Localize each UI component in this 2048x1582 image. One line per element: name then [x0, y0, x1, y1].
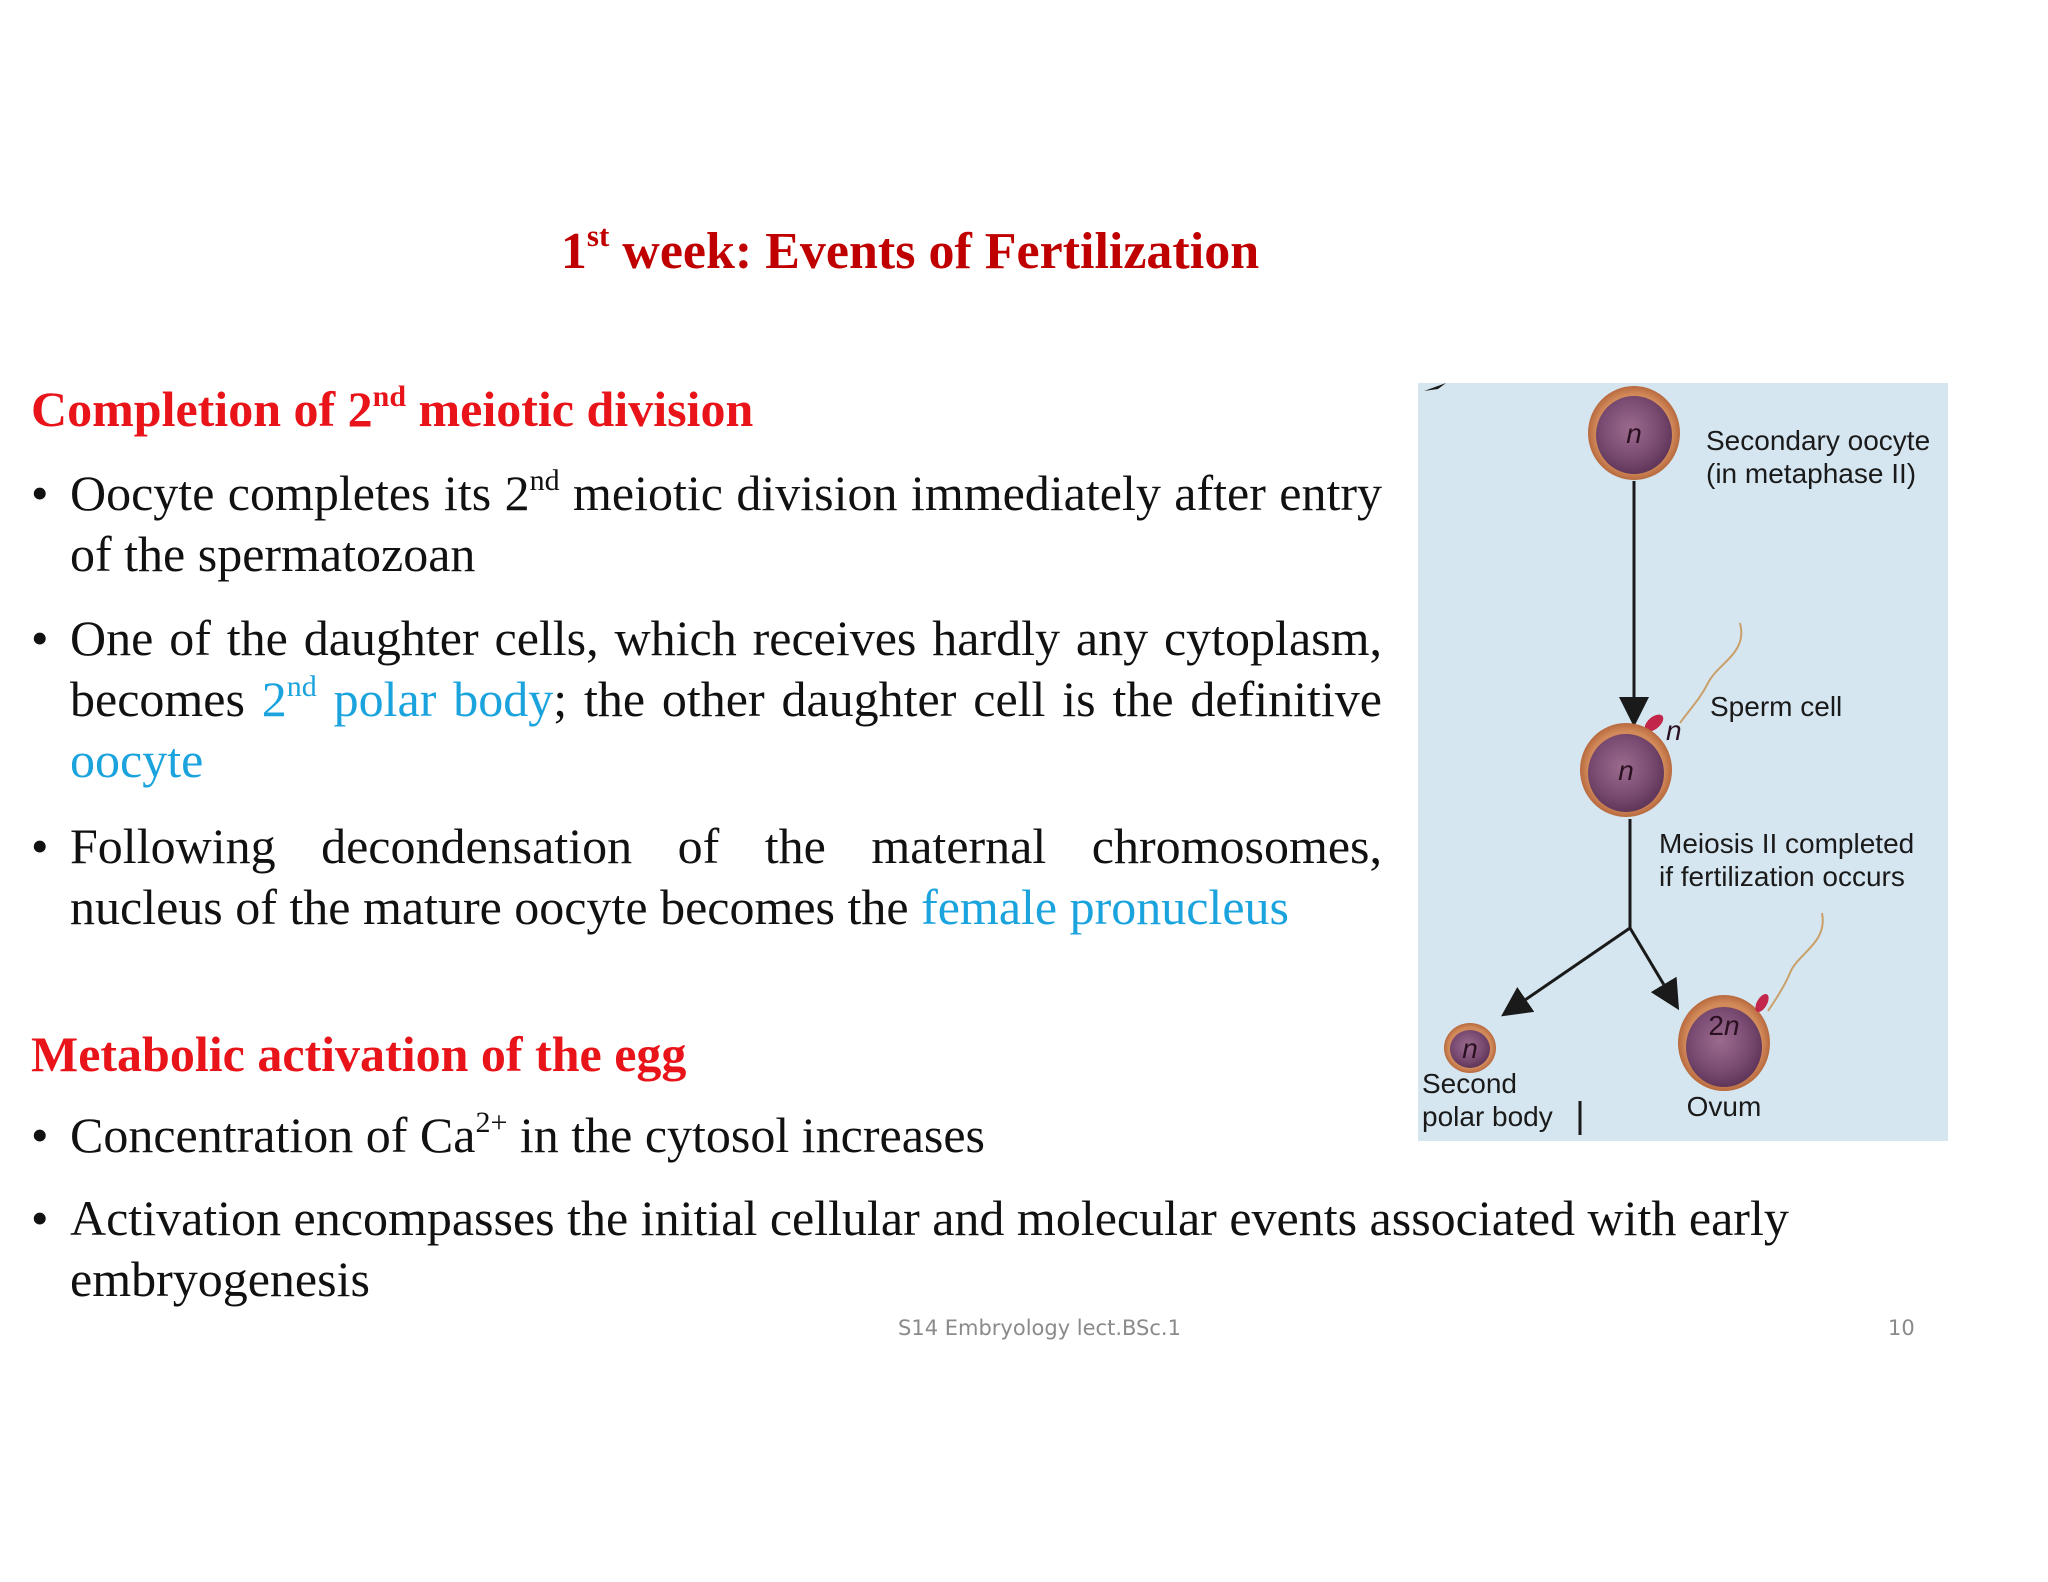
label-meiosis-line1: Meiosis II completed: [1659, 828, 1915, 859]
footer-page-number: 10: [1888, 1316, 1915, 1340]
ovum-ploidy-label: 2n: [1708, 1010, 1740, 1041]
fertilized-ploidy-label: n: [1618, 755, 1634, 786]
bullet-dot: •: [31, 610, 49, 666]
section-heading-meiosis: Completion of 2nd meiotic division: [31, 380, 754, 437]
bullet-dot: •: [31, 1190, 49, 1246]
polar-ploidy-label: n: [1462, 1033, 1478, 1064]
slide-title: 1st week: Events of Fertilization: [560, 218, 1260, 280]
fertilization-diagram: [1418, 383, 1948, 1141]
label-second-polar-line1: Second: [1422, 1068, 1517, 1099]
footer-course: S14 Embryology lect.BSc.1: [898, 1316, 1181, 1340]
bullet-calcium: • Concentration of $Ca^{2+}$ in the cytosol increases: [31, 1105, 1410, 1166]
bullet-dot: •: [31, 818, 49, 874]
bullet-oocyte-completes: • Oocyte completes its 2nd meiotic division immediately after entry of the spermatozoan: [31, 464, 1382, 582]
term-second-polar-body: 2nd polar body: [261, 670, 554, 727]
bullet-daughter-cells: • One of the daughter cells, which receives hardly any cytoplasm, becomes 2nd polar body; the other daughter cell is the definitive oocyte: [31, 610, 1382, 788]
diagram-svg: [1418, 383, 1948, 1141]
label-secondary-oocyte-line2: (in metaphase II): [1706, 458, 1917, 489]
label-sperm-cell: Sperm cell: [1710, 691, 1843, 722]
label-meiosis-line2: if fertilization occurs: [1659, 861, 1905, 892]
fertilized-oocyte-cell: [1580, 723, 1672, 817]
label-secondary-oocyte-line1: Secondary oocyte: [1706, 425, 1931, 456]
label-second-polar-line2: polar body: [1422, 1101, 1553, 1132]
bullet-dot: •: [31, 465, 49, 521]
secondary-oocyte-cell: [1588, 386, 1680, 480]
second-polar-body-cell: [1444, 1023, 1496, 1073]
bullet-female-pronucleus: • Following decondensation of the maternal chromosomes, nucleus of the mature oocyte becomes the female pronucleus: [31, 818, 1382, 935]
sperm-ploidy-label: n: [1666, 715, 1682, 746]
section-heading-activation: Metabolic activation of the egg: [31, 1026, 687, 1082]
bullet-dot: •: [31, 1107, 49, 1163]
oocyte-ploidy-label: n: [1626, 418, 1642, 449]
term-female-pronucleus: female pronucleus: [921, 879, 1289, 935]
label-ovum: Ovum: [1686, 1091, 1762, 1122]
bullet-activation: • Activation encompasses the initial cellular and molecular events associated with early embryogenesis: [31, 1190, 1789, 1307]
term-oocyte: oocyte: [70, 732, 204, 788]
